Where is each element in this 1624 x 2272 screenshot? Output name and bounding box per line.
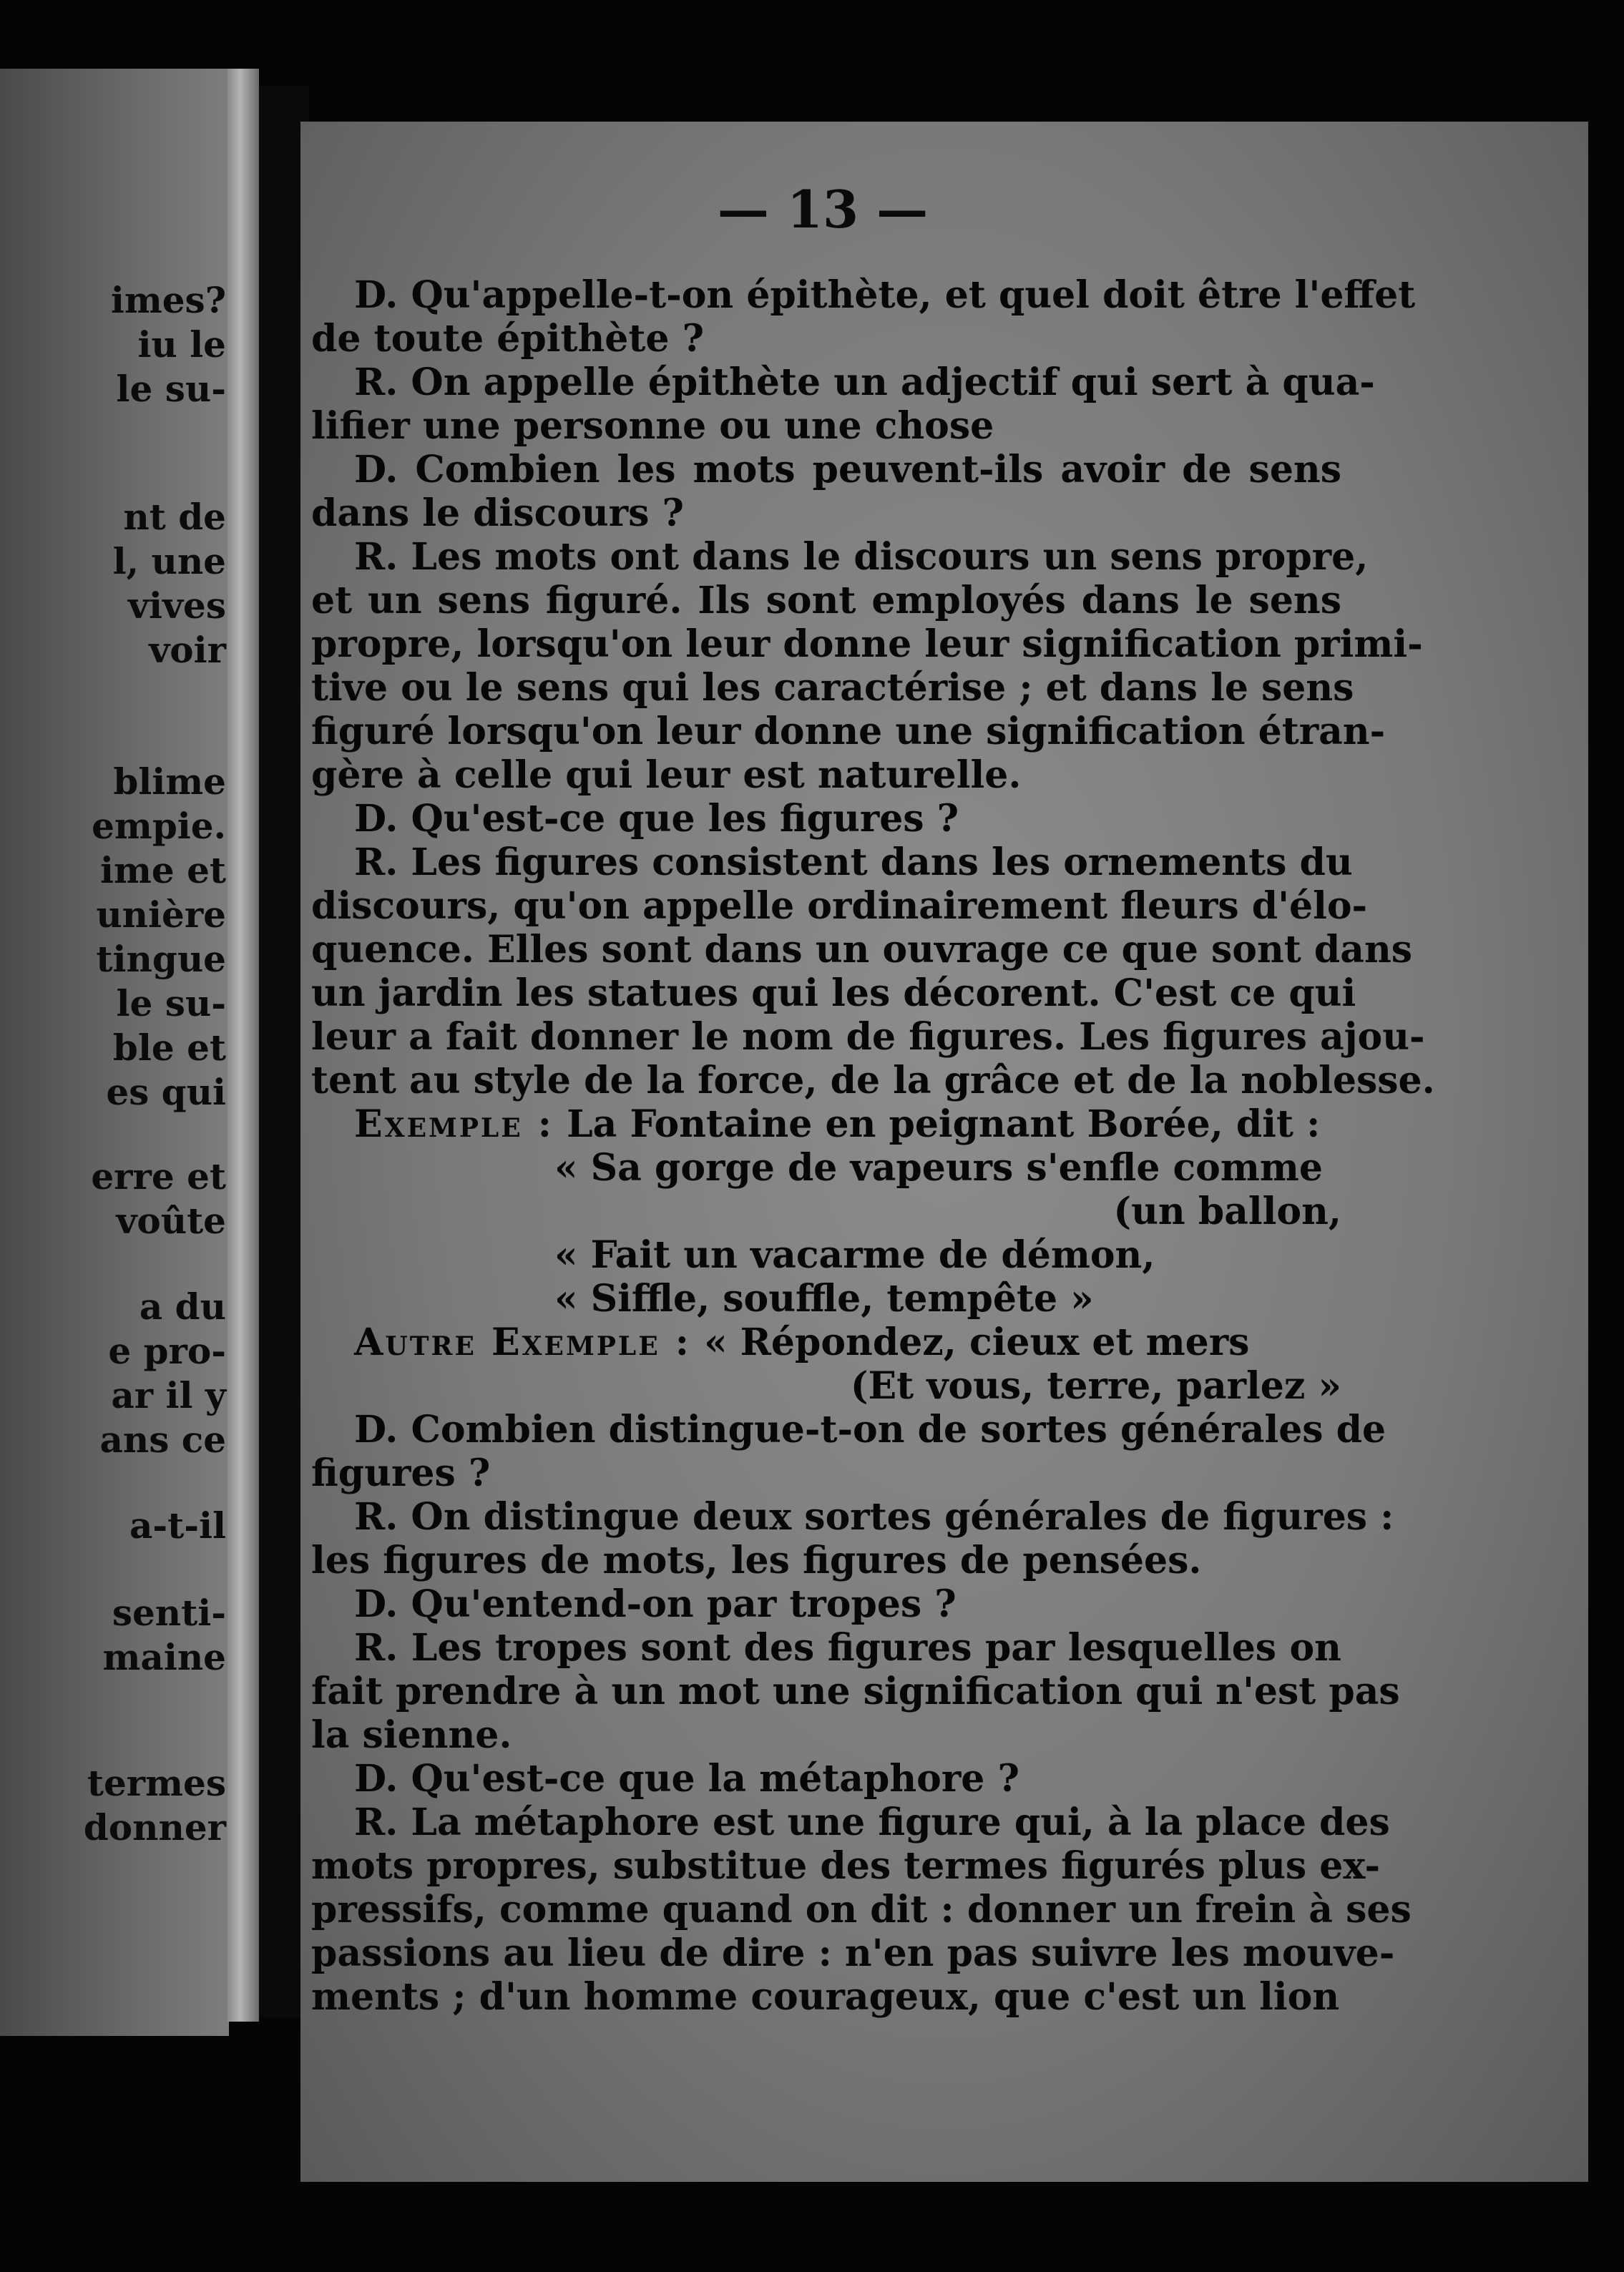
left-page-fragment: es qui [106,1071,226,1113]
left-page-fragment: ar il y [111,1374,226,1416]
left-page-fragment: imes? [110,279,226,321]
left-page-fragment: a du [139,1286,226,1328]
left-page-fragment: erre et [91,1155,226,1198]
left-page-fragment: e pro- [108,1330,226,1372]
left-page-fragment: nt de [123,496,226,538]
text-line: mots propres, substitue des termes figurés plus ex- [311,1844,1381,1888]
left-page-fragment: donner [83,1806,226,1849]
text-line: discours, qu'on appelle ordinairement fleurs d'élo- [311,884,1368,928]
text-line: D. Qu'est-ce que les figures ? [354,797,959,841]
text-line: « Siffle, souffle, tempête » [554,1277,1094,1321]
text-line: D. Qu'est-ce que la métaphore ? [354,1757,1019,1801]
left-page-fragment: voûte [116,1200,226,1242]
left-facing-page [0,69,229,2036]
left-page-fragment: termes [87,1762,226,1804]
left-page-fragment: a-t-il [129,1504,226,1547]
left-page-fragment: senti- [112,1592,226,1634]
text-line: un jardin les statues qui les décorent. C'est ce qui [311,971,1356,1015]
left-page-fragment: l, une [112,540,226,582]
left-page-fragment: iu le [137,323,226,366]
left-page-fragment: unière [96,893,226,936]
text-line: R. Les mots ont dans le discours un sens propre, [354,535,1369,579]
left-page-fragment: le su- [116,368,226,410]
left-page-fragment: voir [149,629,226,671]
text-line: « Sa gorge de vapeurs s'enfle comme [554,1146,1323,1190]
text-line: R. La métaphore est une figure qui, à la place des [354,1801,1390,1844]
text-line: R. On appelle épithète un adjectif qui sert à qua- [354,361,1375,404]
example-text: « Répondez, cieux et mers [704,1321,1250,1364]
text-line: R. Les tropes sont des figures par lesquelles on [354,1626,1341,1670]
text-line: de toute épithète ? [311,317,705,361]
text-line: D. Combien les mots peuvent-ils avoir de sens [354,448,1341,491]
left-page-fragment: maine [102,1636,226,1678]
example-label: Exemple : [354,1102,554,1146]
left-page-fragment: empie. [92,805,226,847]
example-text: La Fontaine en peignant Borée, dit : [567,1102,1321,1146]
text-line: passions au lieu de dire : n'en pas suivre les mouve- [311,1931,1395,1975]
page-text-block [311,273,1435,2019]
text-line: D. Qu'entend-on par tropes ? [354,1582,957,1626]
book-spine [228,69,259,2022]
text-line [311,1102,1341,1146]
text-line: fait prendre à un mot une signification qui n'est pas [311,1670,1400,1713]
text-line: les figures de mots, les figures de pensées. [311,1539,1202,1582]
text-line: leur a fait donner le nom de figures. Les figures ajou- [311,1015,1425,1059]
text-line: figures ? [311,1451,491,1495]
example-label: Autre Exemple : [354,1321,691,1364]
text-line: la sienne. [311,1713,512,1757]
text-line: (Et vous, terre, parlez » [850,1364,1341,1408]
text-line: et un sens figuré. Ils sont employés dans le sens [311,579,1341,622]
text-line: pressifs, comme quand on dit : donner un frein à ses [311,1888,1412,1931]
text-line: propre, lorsqu'on leur donne leur signification primi- [311,622,1423,666]
text-line [311,1321,1341,1364]
text-line: R. On distingue deux sortes générales de figures : [354,1495,1394,1539]
left-page-fragment: le su- [116,982,226,1024]
text-line: « Fait un vacarme de démon, [554,1233,1155,1277]
text-line: (un ballon, [1113,1190,1341,1233]
left-page-fragment: ime et [99,849,226,891]
page-number: — 13 — [717,179,929,240]
left-page-fragment: vives [127,584,226,627]
text-line: lifier une personne ou une chose [311,404,994,448]
left-page-fragment: tingue [96,938,226,980]
text-line: ments ; d'un homme courageux, que c'est un lion [311,1975,1340,2019]
left-page-fragment: blime [113,760,226,803]
text-line: R. Les figures consistent dans les ornements du [354,841,1353,884]
text-line: figuré lorsqu'on leur donne une signification étran- [311,710,1386,753]
text-line: dans le discours ? [311,491,684,535]
left-page-fragment: ble et [112,1027,226,1069]
text-line: D. Combien distingue-t-on de sortes générales de [354,1408,1386,1451]
left-page-fragment: ans ce [99,1419,226,1461]
text-line: tive ou le sens qui les caractérise ; et dans le sens [311,666,1354,710]
text-line: D. Qu'appelle-t-on épithète, et quel doit être l'effet [354,273,1416,317]
text-line: tent au style de la force, de la grâce et de la noblesse. [311,1059,1435,1102]
text-line: quence. Elles sont dans un ouvrage ce que sont dans [311,928,1413,971]
text-line: gère à celle qui leur est naturelle. [311,753,1022,797]
